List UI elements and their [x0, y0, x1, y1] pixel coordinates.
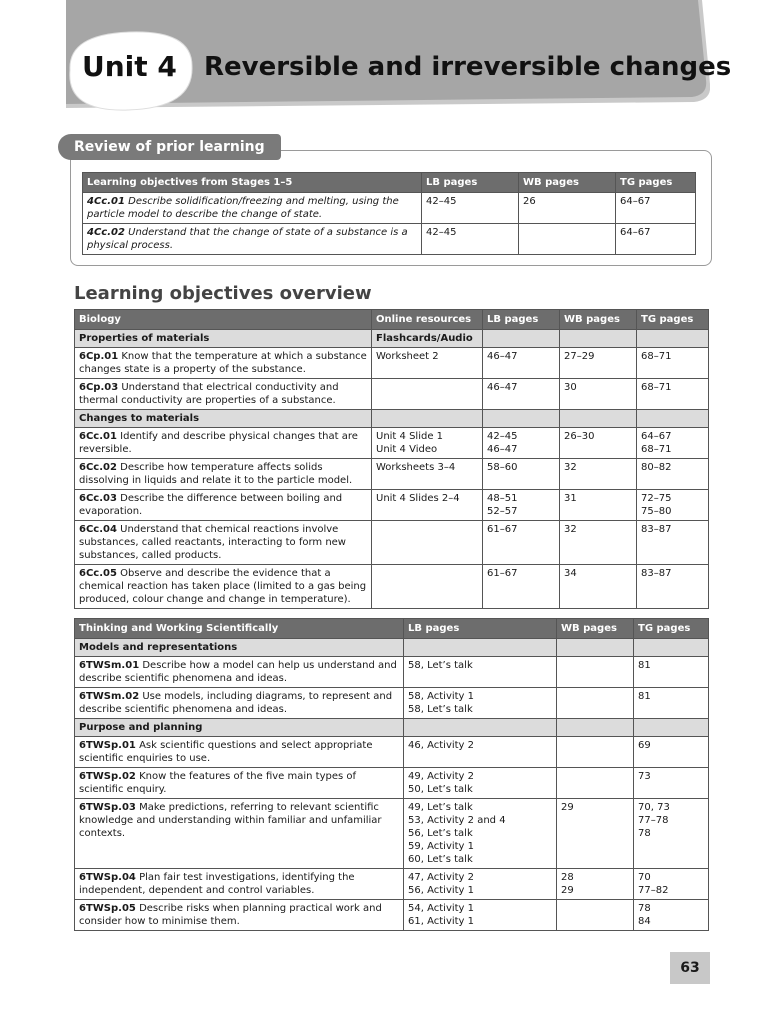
tg-cell: [637, 490, 709, 521]
table-row: [75, 459, 709, 490]
objective-text: Identify and describe physical changes that are reversible.: [79, 431, 358, 455]
col-header: WB pages: [557, 619, 634, 639]
lb-line: 58, Let’s talk: [408, 660, 473, 671]
lb-line: 42–45: [487, 431, 518, 442]
wb-cell: [557, 869, 634, 900]
wb-line: 29: [561, 802, 574, 813]
wb-cell: 32: [560, 459, 637, 490]
tg-line: 64–67: [641, 431, 672, 442]
objective-code: 6TWSp.04: [79, 872, 136, 883]
table-row: [75, 737, 709, 768]
lb-cell: [404, 688, 557, 719]
tg-cell: 64–67: [616, 193, 696, 224]
col-header: Learning objectives from Stages 1–5: [83, 173, 422, 193]
tg-line: 78: [638, 903, 651, 914]
lb-cell: [404, 768, 557, 799]
objective-code: 6Cc.02: [79, 462, 117, 473]
objective-code: 6TWSm.02: [79, 691, 140, 702]
lb-line: 58, Activity 1: [408, 691, 475, 702]
table-row: [75, 869, 709, 900]
lb-line: 50, Let’s talk: [408, 784, 473, 795]
lb-cell: [404, 737, 557, 768]
biology-table: [74, 309, 709, 609]
objective-text: Describe how temperature affects solids dissolving in liquids and relate it to the particle model.: [79, 462, 353, 486]
wb-cell: [557, 799, 634, 869]
overview-heading: Learning objectives overview: [74, 283, 372, 304]
tg-line: 78: [638, 828, 651, 839]
lb-cell: [483, 490, 560, 521]
col-header: Online resources: [372, 310, 483, 330]
tg-line: 77–78: [638, 815, 669, 826]
tg-line: 70: [638, 872, 651, 883]
lb-line: 60, Let’s talk: [408, 854, 473, 865]
table-row: [75, 657, 709, 688]
lb-line: 59, Activity 1: [408, 841, 475, 852]
table-row: [75, 521, 709, 565]
objective-text: Describe the difference between boiling and evaporation.: [79, 493, 343, 517]
tws-table: [74, 618, 709, 931]
objective-code: 6Cp.01: [79, 351, 119, 362]
tg-line: 68–71: [641, 444, 672, 455]
table-row: [75, 565, 709, 609]
section-title: Changes to materials: [75, 410, 372, 428]
lb-cell: 42–45: [422, 193, 519, 224]
wb-cell: [519, 224, 616, 255]
lb-line: 54, Activity 1: [408, 903, 475, 914]
table-row: [75, 768, 709, 799]
lb-cell: [404, 869, 557, 900]
tg-cell: [634, 869, 709, 900]
resource-cell: Worksheet 2: [372, 348, 483, 379]
resource-cell: [372, 379, 483, 410]
table-row: [83, 224, 696, 255]
lb-cell: [404, 900, 557, 931]
section-row: [75, 639, 709, 657]
page-title: Reversible and irreversible changes: [204, 52, 732, 82]
objective-code: 6Cp.03: [79, 382, 119, 393]
objective-code: 6Cc.01: [79, 431, 117, 442]
wb-line: 29: [561, 885, 574, 896]
resource-line: Unit 4 Slide 1: [376, 431, 444, 442]
resource-cell: Unit 4 Slides 2–4: [372, 490, 483, 521]
objective-code: 4Cc.02: [87, 227, 125, 238]
tg-line: 69: [638, 740, 651, 751]
objective-text: Ask scientific questions and select appropriate scientific enquiries to use.: [79, 740, 373, 764]
tg-cell: 68–71: [637, 348, 709, 379]
tg-line: 81: [638, 660, 651, 671]
wb-cell: [557, 657, 634, 688]
objective-code: 6TWSp.05: [79, 903, 136, 914]
col-header: Biology: [75, 310, 372, 330]
tg-cell: 80–82: [637, 459, 709, 490]
lb-cell: 58–60: [483, 459, 560, 490]
resource-cell: [372, 565, 483, 609]
col-header: TG pages: [637, 310, 709, 330]
col-header: WB pages: [560, 310, 637, 330]
wb-cell: 32: [560, 521, 637, 565]
lb-cell: [483, 428, 560, 459]
objective-code: 6TWSp.03: [79, 802, 136, 813]
table-row: [75, 688, 709, 719]
table-row: [83, 193, 696, 224]
wb-cell: 27–29: [560, 348, 637, 379]
tg-line: 77–82: [638, 885, 669, 896]
lb-line: 56, Activity 1: [408, 885, 475, 896]
wb-cell: 30: [560, 379, 637, 410]
unit-label: Unit 4: [82, 50, 177, 83]
table-row: [75, 490, 709, 521]
lb-line: 47, Activity 2: [408, 872, 475, 883]
section-title: Purpose and planning: [75, 719, 404, 737]
review-tab: Review of prior learning: [58, 134, 281, 160]
lb-line: 49, Activity 2: [408, 771, 475, 782]
tg-cell: 83–87: [637, 521, 709, 565]
objective-text: Plan fair test investigations, identifying the independent, dependent and control variables.: [79, 872, 355, 896]
resource-cell: [372, 521, 483, 565]
objective-code: 6TWSm.01: [79, 660, 140, 671]
tg-cell: [637, 428, 709, 459]
table-row: [75, 799, 709, 869]
tg-line: 72–75: [641, 493, 672, 504]
section-row: [75, 410, 709, 428]
objective-text: Observe and describe the evidence that a chemical reaction has taken place (limited to a gas being produced, colour change and change in temperature).: [79, 568, 367, 605]
resource-cell: [372, 428, 483, 459]
lb-line: 48–51: [487, 493, 518, 504]
lb-line: 52–57: [487, 506, 518, 517]
objective-code: 6Cc.05: [79, 568, 117, 579]
tg-cell: [634, 900, 709, 931]
lb-cell: 46–47: [483, 379, 560, 410]
tg-cell: 83–87: [637, 565, 709, 609]
tg-line: 73: [638, 771, 651, 782]
wb-cell: 34: [560, 565, 637, 609]
lb-line: 46, Activity 2: [408, 740, 475, 751]
tg-cell: [634, 768, 709, 799]
lb-cell: [404, 657, 557, 688]
tg-line: 84: [638, 916, 651, 927]
objective-code: 4Cc.01: [87, 196, 125, 207]
objective-code: 6Cc.04: [79, 524, 117, 535]
lb-cell: 42–45: [422, 224, 519, 255]
lb-cell: [404, 799, 557, 869]
tg-line: 75–80: [641, 506, 672, 517]
lb-line: 53, Activity 2 and 4: [408, 815, 506, 826]
col-header: TG pages: [616, 173, 696, 193]
objective-text: Use models, including diagrams, to represent and describe scientific phenomena and ideas.: [79, 691, 393, 715]
table-row: [75, 428, 709, 459]
section-title: Models and representations: [75, 639, 404, 657]
lb-line: 46–47: [487, 444, 518, 455]
lb-cell: 61–67: [483, 565, 560, 609]
objective-text: Know that the temperature at which a substance changes state is a property of the substance.: [79, 351, 367, 375]
tg-cell: [634, 657, 709, 688]
resource-line: Unit 4 Video: [376, 444, 438, 455]
section-row: [75, 719, 709, 737]
wb-line: 28: [561, 872, 574, 883]
resource-cell: Worksheets 3–4: [372, 459, 483, 490]
col-header: TG pages: [634, 619, 709, 639]
col-header: Thinking and Working Scientifically: [75, 619, 404, 639]
objective-text: Describe risks when planning practical work and consider how to minimise them.: [79, 903, 382, 927]
page-number: 63: [670, 952, 710, 984]
objective-code: 6TWSp.01: [79, 740, 136, 751]
objective-code: 6TWSp.02: [79, 771, 136, 782]
wb-cell: 31: [560, 490, 637, 521]
objective-text: Know the features of the five main types of scientific enquiry.: [79, 771, 357, 795]
table-row: [75, 900, 709, 931]
col-header: LB pages: [483, 310, 560, 330]
wb-cell: 26: [519, 193, 616, 224]
wb-cell: [557, 688, 634, 719]
wb-cell: [557, 768, 634, 799]
wb-cell: [557, 900, 634, 931]
objective-text: Understand that chemical reactions involve substances, called reactants, interacting to form new substances, called products.: [79, 524, 346, 561]
col-header: WB pages: [519, 173, 616, 193]
objective-text: Describe solidification/freezing and melting, using the particle model to describe the change of state.: [87, 196, 399, 220]
objective-text: Understand that the change of state of a substance is a physical process.: [87, 227, 408, 251]
wb-cell: [557, 737, 634, 768]
lb-line: 58, Let’s talk: [408, 704, 473, 715]
objective-text: Understand that electrical conductivity and thermal conductivity are properties of a substance.: [79, 382, 339, 406]
section-title: Properties of materials: [75, 330, 372, 348]
lb-line: 56, Let’s talk: [408, 828, 473, 839]
tg-cell: [634, 688, 709, 719]
section-resource: Flashcards/Audio: [372, 330, 483, 348]
tg-line: 81: [638, 691, 651, 702]
section-row: [75, 330, 709, 348]
tg-line: 70, 73: [638, 802, 670, 813]
col-header: LB pages: [422, 173, 519, 193]
tg-cell: 64–67: [616, 224, 696, 255]
lb-cell: 61–67: [483, 521, 560, 565]
review-table: [82, 172, 696, 255]
objective-text: Describe how a model can help us understand and describe scientific phenomena and ideas.: [79, 660, 397, 684]
wb-cell: 26–30: [560, 428, 637, 459]
lb-line: 49, Let’s talk: [408, 802, 473, 813]
tg-cell: 68–71: [637, 379, 709, 410]
lb-cell: 46–47: [483, 348, 560, 379]
tg-cell: [634, 737, 709, 768]
col-header: LB pages: [404, 619, 557, 639]
table-row: [75, 348, 709, 379]
lb-line: 61, Activity 1: [408, 916, 475, 927]
tg-cell: [634, 799, 709, 869]
table-row: [75, 379, 709, 410]
objective-code: 6Cc.03: [79, 493, 117, 504]
objective-text: Make predictions, referring to relevant scientific knowledge and understanding within familiar and unfamiliar contexts.: [79, 802, 382, 839]
